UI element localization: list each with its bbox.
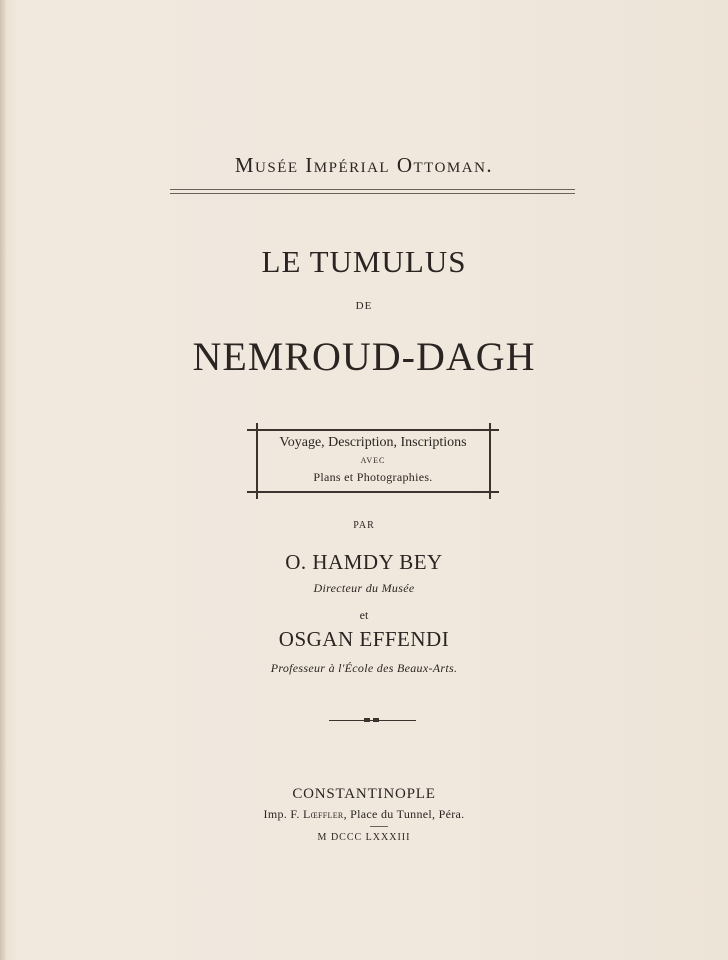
title-line-2: NEMROUD-DAGH	[192, 334, 536, 379]
ornament-divider	[329, 718, 416, 722]
box-bottom-rule	[247, 491, 499, 493]
by-label: PAR	[353, 520, 375, 531]
imprint-printer	[0, 807, 728, 822]
title-connector: DE	[355, 300, 373, 312]
box-top-rule	[247, 429, 499, 431]
ornament-dot	[373, 718, 379, 722]
museum-header: Musée Impérial Ottoman.	[234, 153, 494, 177]
ornament-dot	[364, 718, 370, 722]
and-label: et	[359, 608, 369, 622]
printer-prefix: Imp. F.	[263, 807, 303, 821]
printer-name: Lœffler	[303, 807, 344, 821]
author-2-role: Professeur à l'École des Beaux-Arts.	[270, 661, 458, 675]
imprint-year: M DCCC LXXXIII	[317, 832, 411, 843]
author-2-name: OSGAN EFFENDI	[278, 627, 450, 651]
subtitle-line-3: Plans et Photographies.	[313, 470, 433, 484]
author-1-role: Directeur du Musée	[313, 581, 415, 595]
imprint-rule	[370, 826, 388, 827]
printer-suffix: , Place du Tunnel, Péra.	[343, 807, 465, 821]
imprint-city: CONSTANTINOPLE	[292, 786, 436, 802]
subtitle-box	[247, 429, 499, 493]
title-line-1: LE TUMULUS	[261, 244, 467, 279]
double-rule-divider	[170, 189, 575, 194]
subtitle-line-2: AVEC	[360, 456, 386, 465]
author-1-name: O. HAMDY BEY	[285, 550, 443, 574]
subtitle-line-1: Voyage, Description, Inscriptions	[279, 435, 467, 450]
